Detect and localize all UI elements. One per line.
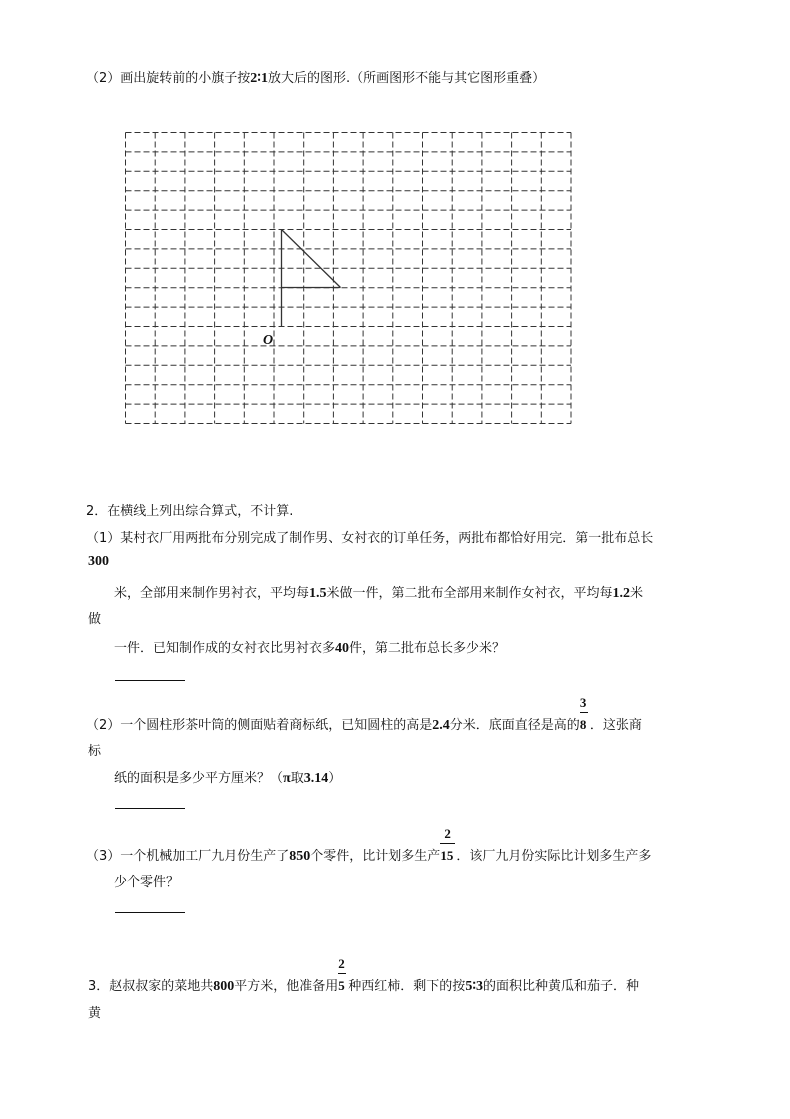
- q3-line1: 3．赵叔叔家的菜地共800平方米，他准备用 $\frac{2}{5}$种西红柿．剩下的按5∶3的面积比种黄瓜和茄子．种: [88, 956, 639, 994]
- flag-figure: [282, 230, 341, 327]
- q2-p3-line1: （3）一个机械加工厂九月份生产了850个零件，比计划多生产 $\frac{2}{15}$．该厂九月份实际比计划多生产多: [86, 826, 652, 864]
- origin-label: O: [263, 333, 274, 348]
- q2-p1-line4: 做: [88, 612, 102, 627]
- q3-line2: 黄: [88, 1006, 102, 1021]
- dashed-grid: [120, 127, 580, 429]
- q2-p1-line3: 米，全部用来制作男衬衣，平均每1.5米做一件，第二批布全部用来制作女衬衣，平均每1.2米: [114, 586, 644, 601]
- ratio-value: 2∶1: [250, 71, 268, 86]
- fraction-2-5: $\frac{2}{5}$: [338, 956, 345, 993]
- fraction-3-8: $\frac{3}{8}$: [579, 695, 587, 732]
- flag-hypotenuse: [282, 230, 341, 288]
- part2-label: （2）: [86, 71, 121, 86]
- answer-blank-2[interactable]: [115, 808, 185, 809]
- q2-p3-line2: 少个零件？: [114, 875, 180, 890]
- q2-p2-line3: 纸的面积是多少平方厘米？（π取3.14）: [114, 771, 342, 786]
- q2-p1-length: 300: [88, 554, 109, 569]
- fraction-2-15: $\frac{2}{15}$: [440, 826, 454, 863]
- q2-p2-line2: 标: [88, 744, 102, 759]
- answer-blank-1[interactable]: [115, 680, 185, 681]
- answer-blank-3[interactable]: [115, 912, 185, 913]
- q2-p1-line5: 一件．已知制作成的女衬衣比男衬衣多40件，第二批布总长多少米？: [114, 641, 506, 656]
- q2-p2-line1: （2）一个圆柱形茶叶筒的侧面贴着商标纸，已知圆柱的高是2.4分米．底面直径是高的 $\frac{3}{8}$．这张商: [86, 695, 642, 733]
- part2-instruction: （2）画出旋转前的小旗子按2∶1放大后的图形.（所画图形不能与其它图形重叠）: [86, 71, 546, 86]
- q2-p1-line1: （1）某村衣厂用两批布分别完成了制作男、女衬衣的订单任务，两批布都恰好用完．第一批布总长: [86, 531, 654, 546]
- q2-header: 2．在横线上列出综合算式，不计算.: [86, 504, 294, 519]
